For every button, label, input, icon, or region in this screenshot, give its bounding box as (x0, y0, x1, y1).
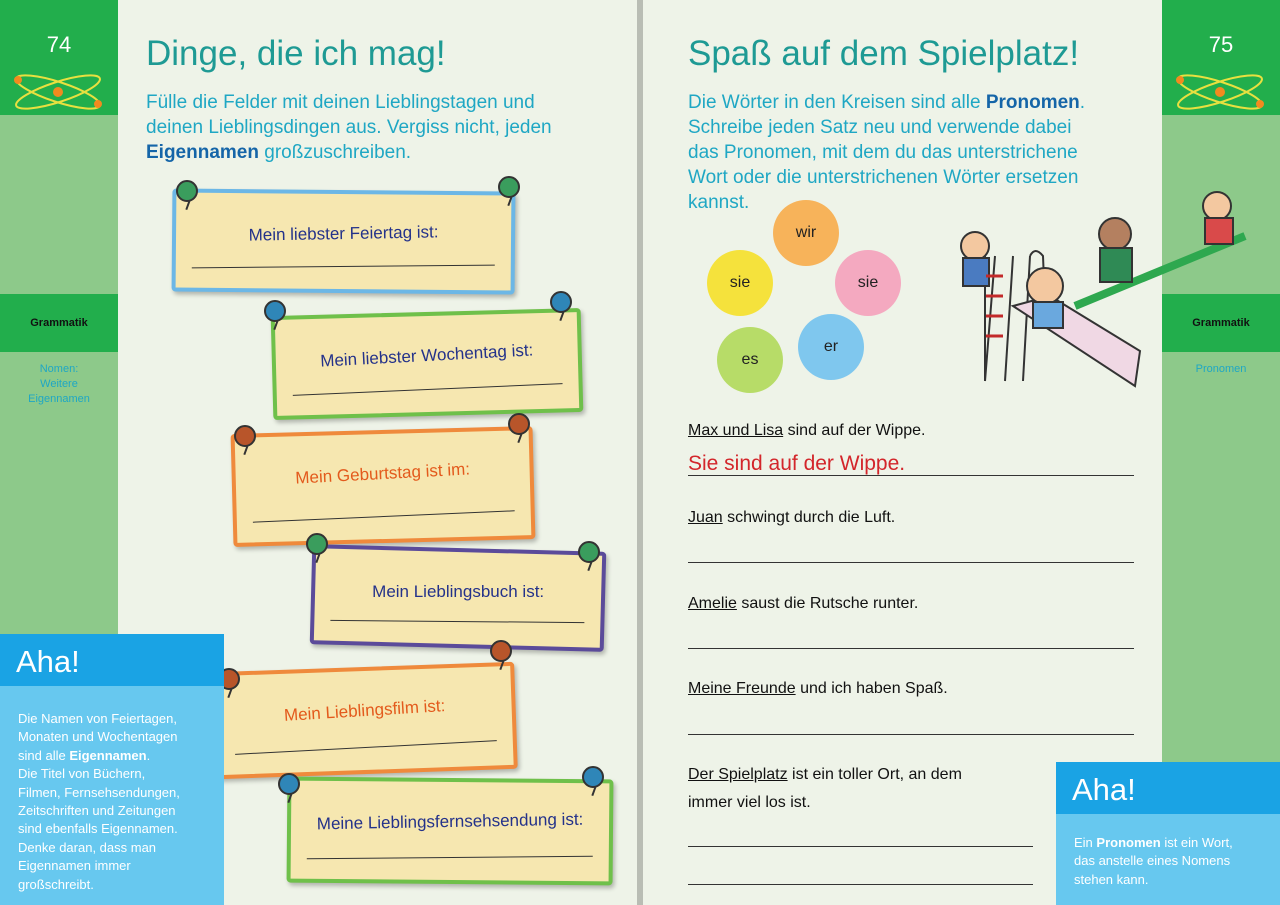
underlined-words: Der Spielplatz (688, 766, 788, 783)
aha-line: das anstelle eines Nomens (1074, 853, 1231, 869)
aha-line: sind ebenfalls Eigennamen. (18, 821, 178, 837)
page-number: 74 (46, 32, 72, 57)
card-label: Mein liebster Feiertag ist: (248, 222, 439, 245)
aha-line: Filmen, Fernsehsendungen, (18, 784, 180, 800)
pushpin-icon (278, 773, 300, 795)
write-line[interactable] (253, 510, 515, 522)
aha-line: Zeitschriften und Zeitungen (18, 803, 176, 819)
section-label: Grammatik (0, 294, 118, 352)
write-line[interactable] (293, 383, 563, 396)
aha-suffix: ist ein Wort, (1160, 835, 1233, 850)
atom-icon (1172, 68, 1268, 116)
page-title: Spaß auf dem Spielplatz! (688, 34, 1080, 73)
answer-line[interactable] (688, 846, 1033, 847)
intro-tail: großzuschreiben. (258, 142, 412, 163)
page-title: Dinge, die ich mag! (146, 34, 446, 73)
aha-prefix: sind alle (18, 747, 70, 763)
sentence-rest: sind auf der Wippe. (783, 422, 926, 439)
card-holiday (172, 189, 516, 295)
topic-line: Weitere (40, 378, 78, 390)
sentence-5-line-2: immer viel los ist. (688, 794, 811, 811)
aha-text (1074, 834, 1270, 889)
intro-line: kannst. (688, 192, 750, 213)
section-label: Grammatik (1162, 294, 1280, 352)
card-label: Meine Lieblingsfernsehsendung ist: (316, 809, 584, 834)
aha-line (1074, 834, 1270, 852)
card-label: Mein Lieblingsbuch ist: (372, 582, 545, 602)
sentence-rest: ist ein toller Ort, an dem (787, 766, 962, 783)
aha-line: stehen kann. (1074, 871, 1149, 887)
aha-line (18, 747, 214, 765)
write-line[interactable] (307, 856, 593, 859)
topic-line: Nomen: (39, 363, 79, 375)
pushpin-icon (264, 300, 286, 322)
aha-line: Die Namen von Feiertagen, (18, 711, 177, 726)
answer-line[interactable] (688, 475, 1134, 476)
intro-end: . (1079, 92, 1086, 113)
aha-heading: Aha! (0, 634, 224, 686)
answer-line[interactable] (688, 884, 1033, 885)
topic-line: Eigennamen (28, 393, 90, 405)
aha-line: Die Titel von Büchern, (18, 766, 146, 782)
sentence-rest: und ich haben Spaß. (795, 680, 948, 697)
card-weekday (271, 308, 584, 420)
page-number-box (1162, 0, 1280, 115)
intro-line (146, 140, 616, 165)
underlined-words: Meine Freunde (688, 680, 796, 697)
card-label: Mein liebster Wochentag ist: (319, 340, 534, 371)
intro-bold: Pronomen (985, 92, 1080, 113)
pushpin-icon (550, 291, 572, 313)
pronoun-circle: sie (835, 250, 901, 316)
underlined-words: Max und Lisa (688, 422, 784, 439)
pushpin-icon (508, 413, 530, 435)
aha-box-right (1056, 762, 1280, 905)
page-number: 75 (1208, 32, 1234, 57)
aha-prefix: Ein (1074, 835, 1097, 850)
aha-bold: Eigennamen (69, 747, 147, 763)
answer-line[interactable] (688, 648, 1134, 649)
pushpin-icon (234, 425, 256, 447)
aha-line: Denke daran, dass man (18, 839, 157, 855)
pronoun-circle: es (717, 327, 783, 393)
pushpin-icon (582, 766, 604, 788)
aha-suffix: . (146, 747, 151, 763)
aha-line: Eigennamen immer (18, 858, 131, 874)
sentence-3 (688, 595, 918, 613)
sentence-rest: saust die Rutsche runter. (736, 595, 919, 612)
pushpin-icon (578, 541, 600, 563)
card-birthday (231, 426, 536, 547)
intro-bold: Eigennamen (146, 142, 259, 163)
sentence-2 (688, 509, 895, 527)
write-line[interactable] (192, 265, 495, 269)
topic-label (0, 362, 118, 407)
page-number-box (0, 0, 118, 115)
pushpin-icon (490, 640, 512, 662)
card-tv-show (287, 777, 614, 886)
card-book (310, 544, 607, 652)
intro-line: Schreibe jeden Satz neu und verwende dabei (688, 117, 1072, 138)
write-line[interactable] (330, 620, 584, 623)
example-answer: Sie sind auf der Wippe. (688, 452, 906, 475)
aha-heading: Aha! (1056, 762, 1280, 814)
intro-line: Wort oder die unterstrichenen Wörter ersetzen (688, 167, 1079, 188)
sentence-rest: schwingt durch die Luft. (722, 509, 896, 526)
answer-line[interactable] (688, 562, 1134, 563)
intro-start: Die Wörter in den Kreisen sind alle (688, 92, 986, 113)
sentence-1 (688, 422, 925, 440)
card-film (212, 662, 518, 779)
aha-text (18, 710, 214, 894)
write-line[interactable] (235, 740, 497, 755)
aha-line: Monaten und Wochentagen (18, 729, 178, 745)
pronoun-circle: wir (773, 200, 839, 266)
aha-bold: Pronomen (1096, 835, 1161, 850)
pushpin-icon (176, 180, 198, 202)
answer-line[interactable] (688, 734, 1134, 735)
pronoun-circle: er (798, 314, 864, 380)
intro-line: deinen Lieblingsdingen aus. Vergiss nicht, jeden (146, 117, 552, 138)
card-label: Mein Lieblingsfilm ist: (283, 696, 446, 725)
pushpin-icon (498, 176, 520, 198)
underlined-words: Amelie (688, 595, 737, 612)
intro-line: das Pronomen, mit dem du das unterstrichene (688, 142, 1078, 163)
intro-line: Fülle die Felder mit deinen Lieblingstagen und (146, 92, 535, 113)
pushpin-icon (306, 533, 328, 555)
sentence-4 (688, 680, 948, 698)
sentence-5 (688, 766, 962, 784)
playground-illustration (955, 186, 1247, 392)
aha-line: großschreibt. (18, 876, 94, 892)
pronoun-circle: sie (707, 250, 773, 316)
intro-text (146, 90, 616, 165)
atom-icon (10, 68, 106, 116)
underlined-words: Juan (688, 509, 723, 526)
aha-box-left (0, 634, 224, 905)
intro-line (688, 90, 1158, 115)
card-label: Mein Geburtstag ist im: (294, 459, 471, 488)
topic-label: Pronomen (1195, 363, 1247, 375)
